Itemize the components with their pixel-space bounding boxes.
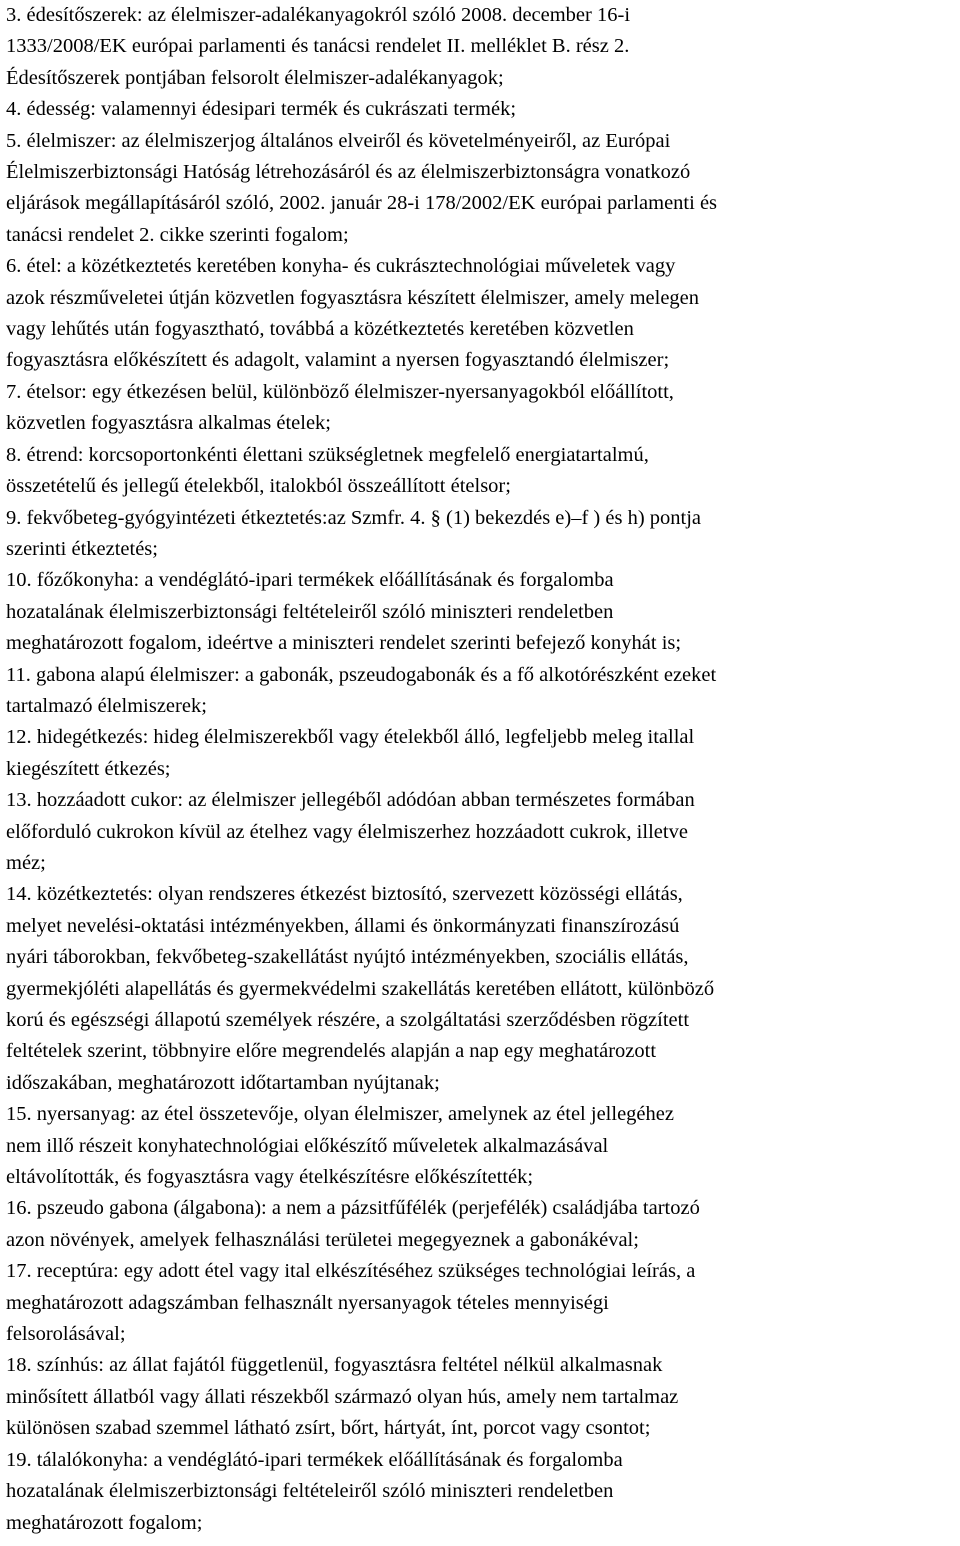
definition-text-line: különösen szabad szemmel látható zsírt, bőrt, hártyát, ínt, porcot vagy csontot; (6, 1417, 651, 1440)
definition-text-line: hozatalának élelmiszerbiztonsági feltételeiről szóló miniszteri rendeletben (6, 1480, 614, 1503)
definition-item (6, 440, 950, 503)
definition-item (6, 251, 950, 377)
definition-text-line: 8. étrend: korcsoportonkénti élettani szükségletnek megfelelő energiatartalmú, (6, 443, 649, 466)
definition-text-line: melyet nevelési-oktatási intézményekben, állami és önkormányzati finanszírozású (6, 914, 680, 937)
definition-item (6, 722, 950, 785)
definition-text-line: 16. pszeudo gabona (álgabona): a nem a pázsitfűfélék (perjefélék) családjába tartozó (6, 1197, 700, 1220)
definition-text-line: vagy lehűtés után fogyasztható, továbbá a közétkeztetés keretében közvetlen (6, 318, 634, 341)
definition-text-line: fogyasztásra előkészített és adagolt, valamint a nyersen fogyasztandó élelmiszer; (6, 349, 670, 372)
definition-text-line: meghatározott fogalom; (6, 1511, 203, 1534)
definition-text-line: méz; (6, 851, 46, 874)
definition-text-line: 5. élelmiszer: az élelmiszerjog általános elveiről és követelményeiről, az Európai (6, 129, 671, 152)
definition-text-line: nyári táborokban, fekvőbeteg-szakellátást nyújtó intézményekben, szociális ellátás, (6, 946, 689, 969)
definition-text-line: azok részműveletei útján közvetlen fogyasztásra készített élelmiszer, amely melegen (6, 286, 700, 309)
definition-text-line: közvetlen fogyasztásra alkalmas ételek; (6, 412, 332, 435)
definition-text-line: 11. gabona alapú élelmiszer: a gabonák, pszeudogabonák és a fő alkotórészként ezeket (6, 663, 717, 686)
definition-text-line: korú és egészségi állapotú személyek részére, a szolgáltatási szerződésben rögzített (6, 1009, 690, 1031)
definition-item (6, 879, 950, 1099)
definition-text-line: 4. édesség: valamennyi édesipari termék és cukrászati termék; (6, 98, 517, 121)
definition-item (6, 503, 950, 566)
definition-text-line: szerinti étkeztetés; (6, 537, 158, 560)
definition-text-line: Élelmiszerbiztonsági Hatóság létrehozásáról és az élelmiszerbiztonságra vonatkozó (6, 161, 691, 184)
definition-text-line: azon növények, amelyek felhasználási területei megegyeznek a gabonákéval; (6, 1228, 639, 1251)
definition-item (6, 785, 950, 879)
definition-text-line: 13. hozzáadott cukor: az élelmiszer jellegéből adódóan abban természetes formában (6, 789, 695, 812)
definition-text-line: 17. receptúra: egy adott étel vagy ital elkészítéséhez szükséges technológiai leírás, a (6, 1260, 696, 1283)
definition-text-line: felsorolásával; (6, 1323, 126, 1346)
definition-item (6, 0, 950, 94)
definition-text-line: nem illő részeit konyhatechnológiai előkészítő műveletek alkalmazásával (6, 1134, 609, 1157)
definition-text-line: hozatalának élelmiszerbiztonsági feltételeiről szóló miniszteri rendeletben (6, 600, 614, 623)
definition-text-line: 7. ételsor: egy étkezésen belül, különböző élelmiszer-nyersanyagokból előállított, (6, 380, 674, 403)
definition-text-line: 3. édesítőszerek: az élelmiszer-adalékanyagokról szóló 2008. december 16-i (6, 4, 631, 26)
definition-text-line: eltávolították, és fogyasztásra vagy ételkészítésre előkészítették; (6, 1166, 534, 1189)
definition-text-line: 19. tálalókonyha: a vendéglátó-ipari termékek előállításának és forgalomba (6, 1448, 623, 1471)
definition-text-line: 6. étel: a közétkeztetés keretében konyha- és cukrásztechnológiai műveletek vagy (6, 255, 676, 278)
definition-item (6, 377, 950, 440)
definition-text-line: tartalmazó élelmiszerek; (6, 694, 207, 717)
definition-item (6, 1445, 950, 1539)
definition-text-line: Édesítőszerek pontjában felsorolt élelmiszer-adalékanyagok; (6, 66, 504, 89)
definition-text-line: gyermekjóléti alapellátás és gyermekvédelmi szakellátás keretében ellátott, különböző (6, 977, 715, 1000)
definition-text-line: meghatározott adagszámban felhasznált nyersanyagok tételes mennyiségi (6, 1291, 609, 1314)
definition-item (6, 660, 950, 723)
definition-text-line: időszakában, meghatározott időtartamban nyújtanak; (6, 1071, 440, 1094)
definition-text-line: kiegészített étkezés; (6, 757, 171, 780)
definition-text-line: feltételek szerint, többnyire előre megrendelés alapján a nap egy meghatározott (6, 1040, 657, 1063)
definition-text-line: minősített állatból vagy állati részekből származó olyan hús, amely nem tartalmaz (6, 1385, 679, 1408)
definition-item (6, 126, 950, 252)
definition-text-line: meghatározott fogalom, ideértve a miniszteri rendelet szerinti befejező konyhát is; (6, 632, 682, 655)
definition-text-line: 18. színhús: az állat fajától függetlenül, fogyasztásra feltétel nélkül alkalmasnak (6, 1354, 663, 1377)
definition-item (6, 1350, 950, 1444)
definition-list (6, 0, 950, 1539)
definition-text-line: összetételű és jellegű ételekből, italokból összeállított ételsor; (6, 475, 511, 498)
definition-text-line: tanácsi rendelet 2. cikke szerinti fogalom; (6, 223, 349, 246)
definition-text-line: 10. főzőkonyha: a vendéglátó-ipari termékek előállításának és forgalomba (6, 569, 614, 592)
definition-text-line: 15. nyersanyag: az étel összetevője, olyan élelmiszer, amelynek az étel jellegéhez (6, 1103, 674, 1126)
definition-text-line: előforduló cukrokon kívül az ételhez vagy élelmiszerhez hozzáadott cukrok, illetve (6, 820, 688, 843)
definition-item (6, 565, 950, 659)
definition-item (6, 1193, 950, 1256)
definition-text-line: 12. hidegétkezés: hideg élelmiszerekből vagy ételekből álló, legfeljebb meleg itallal (6, 726, 695, 749)
definition-item (6, 94, 950, 125)
definition-text-line: eljárások megállapításáról szóló, 2002. január 28-i 178/2002/EK európai parlamenti és (6, 192, 718, 215)
definition-text-line: 1333/2008/EK európai parlamenti és tanácsi rendelet II. melléklet B. rész 2. (6, 35, 630, 58)
definition-item (6, 1256, 950, 1350)
definition-item (6, 1099, 950, 1193)
definition-text-line: 9. fekvőbeteg-gyógyintézeti étkeztetés:az Szmfr. 4. § (1) bekezdés e)–f ) és h) pontja (6, 506, 702, 529)
definition-text-line: 14. közétkeztetés: olyan rendszeres étkezést biztosító, szervezett közösségi ellátás, (6, 883, 683, 906)
